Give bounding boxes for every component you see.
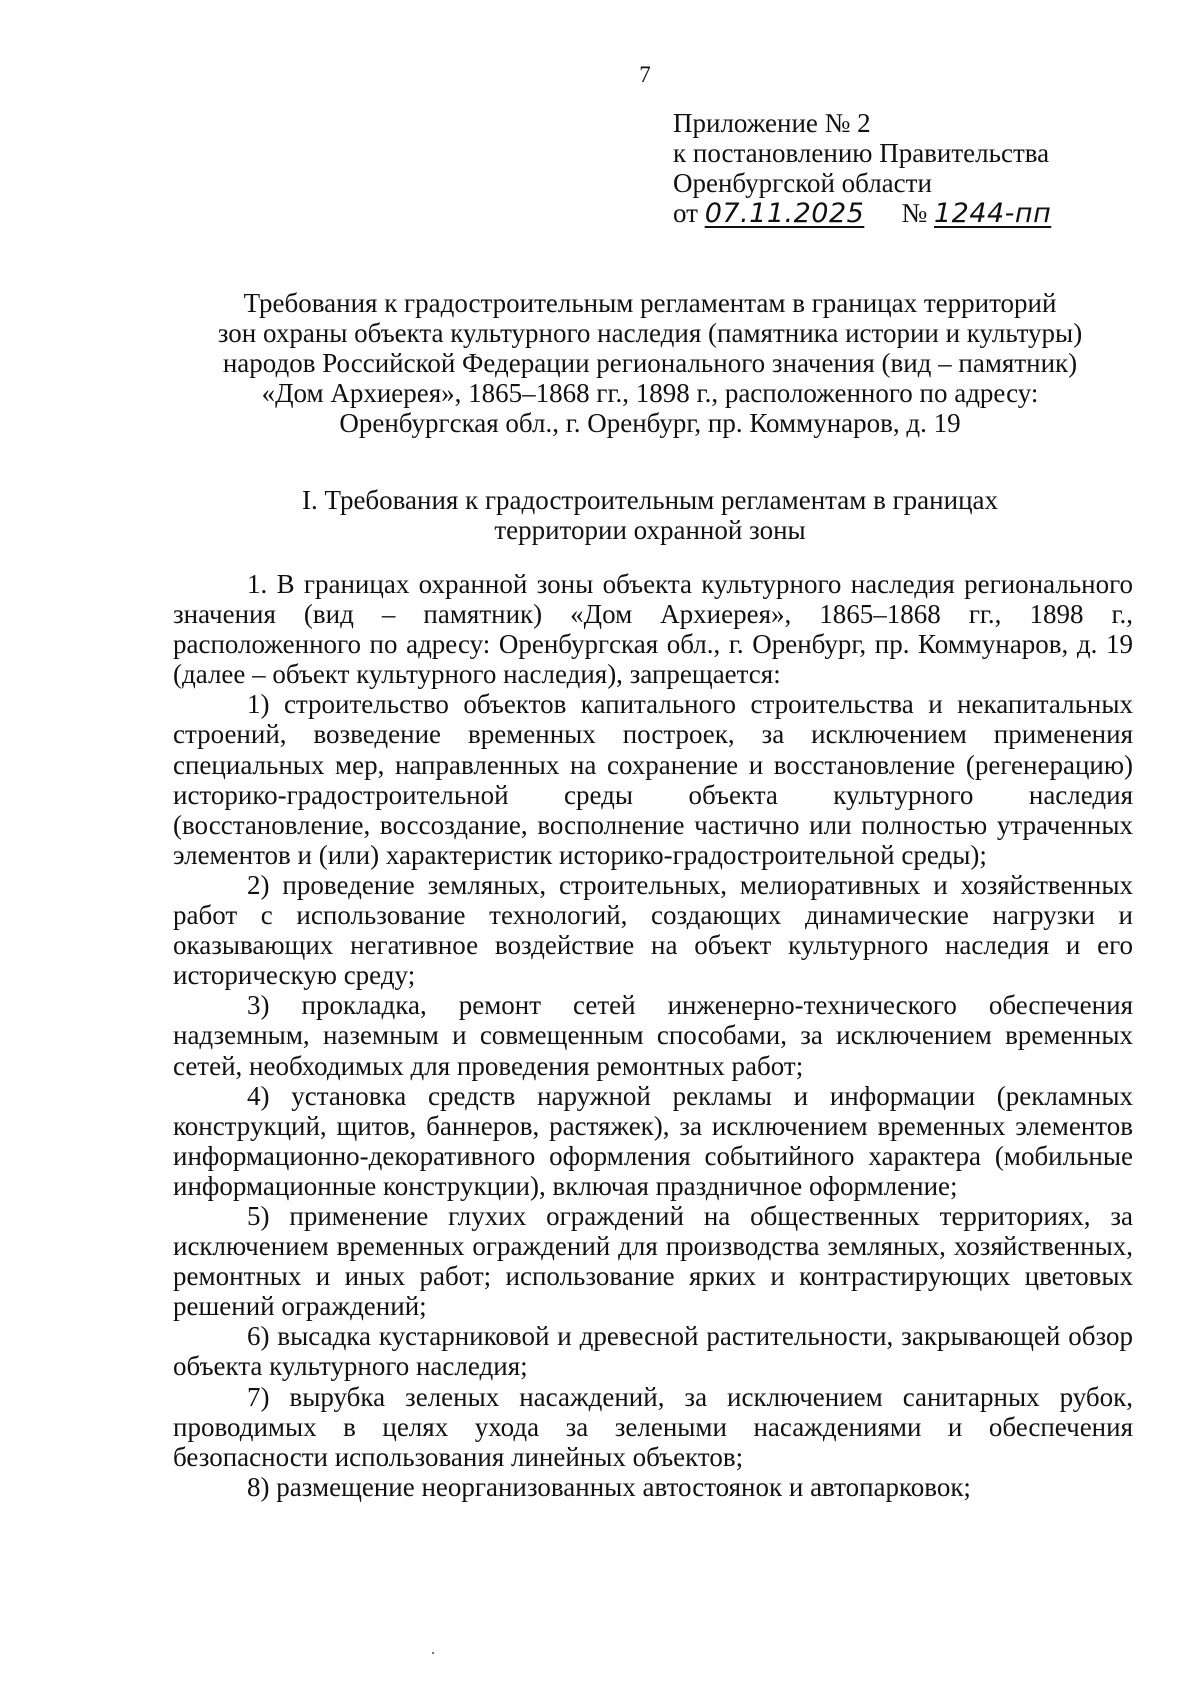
document-title: [170, 288, 1130, 438]
list-item-2: 2) проведение земляных, строительных, мелиоративных и хозяйственных работ с использование технологий, создающих динамические нагрузки и оказывающих негативное воздействие на объект культурного наследия и его историческую среду;: [173, 869, 1133, 991]
number-prefix: №: [901, 198, 928, 228]
title-line: Требования к градостроительным регламентам в границах территорий: [243, 288, 1057, 318]
attachment-resolution: к постановлению Правительства: [673, 138, 1050, 168]
title-line: народов Российской Федерации регионального значения (вид – памятник): [222, 348, 1078, 378]
section-heading: [170, 485, 1130, 545]
section-heading-line: территории охранной зоны: [494, 515, 806, 545]
title-line: «Дом Архиерея», 1865–1868 гг., 1898 г., расположенного по адресу:: [261, 378, 1039, 408]
paragraph-1: 1. В границах охранной зоны объекта культурного наследия регионального значения (вид – памятник) «Дом Архиерея», 1865–1868 гг., 1898 г., расположенного по адресу: Оренбургская обл., г. Оренбург, пр. Коммунаров, д. 19 (далее – объект культурного наследия), запрещается:: [173, 569, 1133, 690]
attachment-title: Приложение № 2: [673, 108, 871, 138]
list-item-5: 5) применение глухих ограждений на общественных территориях, за исключением временных ограждений для производства земляных, хозяйственных, ремонтных и иных работ; использование ярких и контрастирующих цветовых решений ограждений;: [173, 1200, 1133, 1322]
list-item-7: 7) вырубка зеленых насаждений, за исключением санитарных рубок, проводимых в целях ухода за зелеными насаждениями и обеспечения безопасности использования линейных объектов;: [173, 1381, 1133, 1472]
attachment-date-number: [673, 198, 1109, 229]
attachment-region: Оренбургской области: [673, 168, 932, 198]
page-number: 7: [639, 62, 651, 87]
list-item-6: 6) высадка кустарниковой и древесной растительности, закрывающей обзор объекта культурного наследия;: [173, 1321, 1133, 1382]
handwritten-date: 07.11.2025: [704, 198, 865, 229]
list-item-4: 4) установка средств наружной рекламы и информации (рекламных конструкций, щитов, баннеров, растяжек), за исключением временных элементов информационно-декоративного оформления событийного характера (мобильные информационные конструкции), включая праздничное оформление;: [173, 1080, 1133, 1201]
attachment-block: [673, 108, 1109, 229]
handwritten-number: 1244-пп: [933, 198, 1052, 229]
title-line: Оренбургская обл., г. Оренбург, пр. Коммунаров, д. 19: [339, 408, 961, 438]
body-text: [173, 569, 1133, 1502]
date-prefix: от: [673, 198, 698, 228]
list-item-1: 1) строительство объектов капитального строительства и некапитальных строений, возведение временных построек, за исключением применения специальных мер, направленных на сохранение и восстановление (регенерацию) историко-градостроительной среды объекта культурного наследия (восстановление, воссоздание, восполнение частично или полностью утраченных элементов и (или) характеристик историко-градостроительной среды);: [173, 689, 1133, 870]
list-item-3: 3) прокладка, ремонт сетей инженерно-технического обеспечения надземным, наземным и совмещенным способами, за исключением временных сетей, необходимых для проведения ремонтных работ;: [173, 990, 1133, 1081]
scan-speck: [432, 1652, 434, 1654]
list-item-8: 8) размещение неорганизованных автостоянок и автопарковок;: [247, 1471, 971, 1502]
title-line: зон охраны объекта культурного наследия (памятника истории и культуры): [217, 318, 1083, 348]
section-heading-line: I. Требования к градостроительным регламентам в границах: [301, 485, 998, 515]
